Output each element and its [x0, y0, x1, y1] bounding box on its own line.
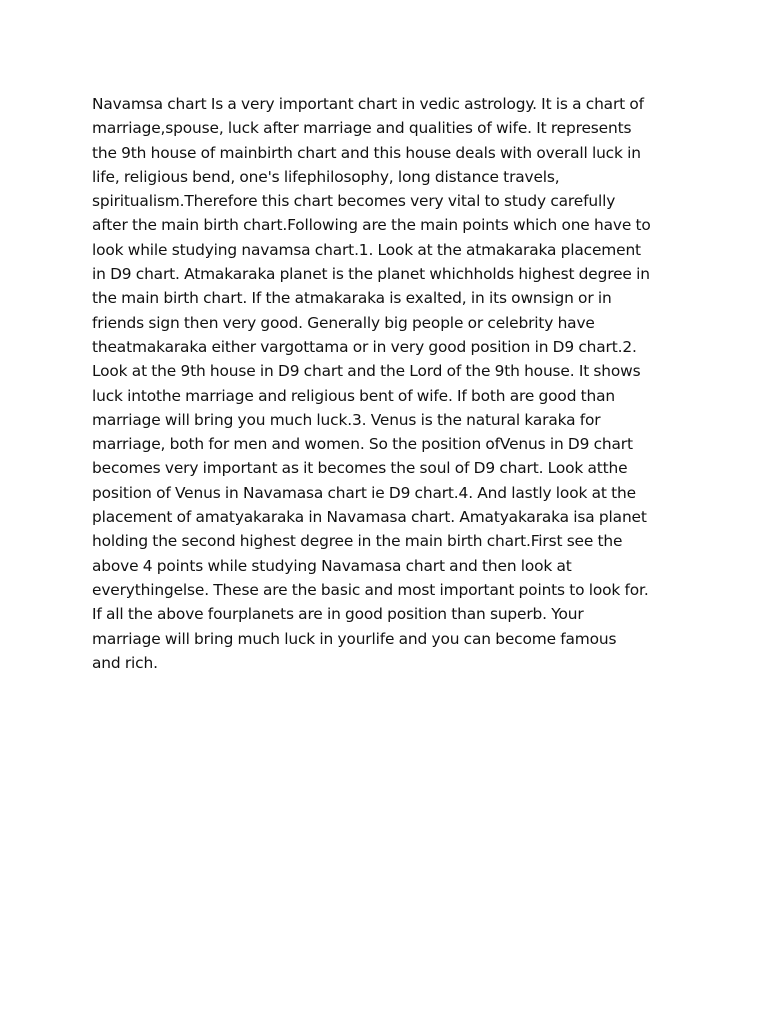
text-line: and rich. [92, 653, 158, 672]
text-line: If all the above fourplanets are in good position than superb. Your [92, 605, 584, 624]
text-line: everythingelse. These are the basic and most important points to look for. [92, 580, 649, 599]
text-line: marriage, both for men and women. So the position ofVenus in D9 chart [92, 435, 633, 454]
body-paragraph [92, 92, 692, 675]
text-line: spiritualism.Therefore this chart becomes very vital to study carefully [92, 192, 616, 211]
text-line: theatmakaraka either vargottama or in very good position in D9 chart.2. [92, 337, 637, 356]
text-line: after the main birth chart.Following are the main points which one have to [92, 216, 651, 235]
text-line: in D9 chart. Atmakaraka planet is the planet whichholds highest degree in [92, 265, 650, 284]
text-line: position of Venus in Navamasa chart ie D9 chart.4. And lastly look at the [92, 483, 636, 502]
text-line: placement of amatyakaraka in Navamasa chart. Amatyakaraka isa planet [92, 508, 647, 527]
text-line: marriage will bring much luck in yourlife and you can become famous [92, 629, 617, 648]
text-line: becomes very important as it becomes the soul of D9 chart. Look atthe [92, 459, 628, 478]
text-line: the main birth chart. If the atmakaraka is exalted, in its ownsign or in [92, 289, 612, 308]
text-line: luck intothe marriage and religious bent of wife. If both are good than [92, 386, 616, 405]
text-line: holding the second highest degree in the main birth chart.First see the [92, 532, 623, 551]
text-line: the 9th house of mainbirth chart and this house deals with overall luck in [92, 143, 641, 162]
text-line: above 4 points while studying Navamasa chart and then look at [92, 556, 572, 575]
text-line: look while studying navamsa chart.1. Look at the atmakaraka placement [92, 240, 641, 259]
text-line: life, religious bend, one's lifephilosophy, long distance travels, [92, 167, 560, 186]
text-line: Look at the 9th house in D9 chart and the Lord of the 9th house. It shows [92, 362, 641, 381]
text-line: marriage will bring you much luck.3. Venus is the natural karaka for [92, 410, 601, 429]
text-line: marriage,spouse, luck after marriage and qualities of wife. It represents [92, 119, 632, 138]
text-line: friends sign then very good. Generally big people or celebrity have [92, 313, 595, 332]
text-line: Navamsa chart Is a very important chart in vedic astrology. It is a chart of [92, 95, 644, 113]
